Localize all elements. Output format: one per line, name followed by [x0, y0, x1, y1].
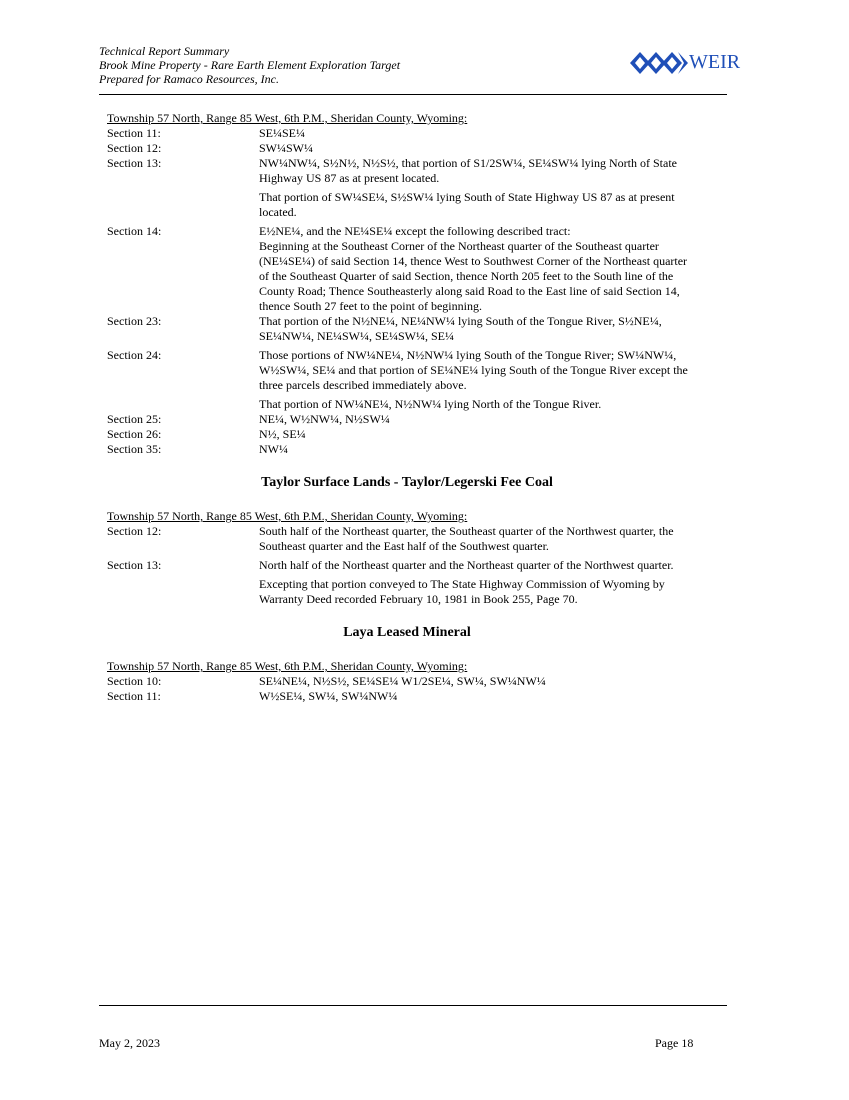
section-label: Section 26:: [107, 427, 162, 441]
section-desc: NW¼: [259, 442, 288, 456]
section-desc: Those portions of NW¼NE¼, N½NW¼ lying South of the Tongue River; SW¼NW¼, W½SW¼, SE¼ and that portion of SE¼NE¼ lying South of the Tongue River except the three parcels described immediately above.: [259, 348, 688, 392]
section-label: Section 12:: [107, 141, 162, 155]
section-desc: SE¼NE¼, N½S½, SE¼SE¼ W1/2SE¼, SW¼, SW¼NW¼: [259, 674, 546, 688]
section-label: Section 35:: [107, 442, 162, 456]
section-desc: W½SE¼, SW¼, SW¼NW¼: [259, 689, 398, 703]
section-desc: South half of the Northeast quarter, the Southeast quarter of the Northwest quarter, the Southeast quarter and the East half of the Southwest quarter.: [259, 524, 674, 553]
section-label: Section 14:: [107, 224, 162, 238]
section-label: Section 24:: [107, 348, 162, 362]
section-desc: North half of the Northeast quarter and the Northeast quarter of the Northwest quarter.: [259, 558, 674, 572]
section-desc: N½, SE¼: [259, 427, 306, 441]
section-row: [107, 427, 707, 442]
section-desc: E½NE¼, and the NE¼SE¼ except the following described tract:: [259, 224, 571, 238]
section-label: Section 10:: [107, 674, 162, 688]
document-body: [107, 111, 707, 704]
section-list-1: [107, 126, 707, 457]
section-row: [107, 190, 707, 220]
section-row: [107, 674, 707, 689]
section-desc: Beginning at the Southeast Corner of the Northeast quarter of the Southeast quarter (NE¼SE¼) of said Section 14, thence West to Southwest Corner of the Northeast quarter of the Southeast Quarter of said Section, thence North 205 feet to the South line of the County Road; Thence Southeasterly along said Road to the East line of said Section 14, thence South 27 feet to the point of beginning.: [259, 239, 688, 313]
township-line-3: Township 57 North, Range 85 West, 6th P.M., Sheridan County, Wyoming:: [107, 659, 468, 673]
section-label: Section 23:: [107, 314, 162, 328]
section-row: [107, 558, 707, 573]
section-desc: Excepting that portion conveyed to The State Highway Commission of Wyoming by Warranty Deed recorded February 10, 1981 in Book 255, Page 70.: [259, 577, 665, 606]
section-row: [107, 141, 707, 156]
section-desc: That portion of SW¼SE¼, S½SW¼ lying South of State Highway US 87 as at present located.: [259, 190, 675, 219]
header-divider: [99, 94, 727, 95]
section-row: [107, 524, 707, 554]
section-row: [107, 442, 707, 457]
section-heading-taylor: Taylor Surface Lands - Taylor/Legerski Fee Coal: [261, 475, 553, 490]
page-number: Page 18: [655, 1036, 694, 1050]
weir-logo: [628, 50, 753, 76]
section-label: [107, 190, 259, 220]
section-row: [107, 126, 707, 141]
section-label: [107, 577, 259, 607]
footer-divider: [99, 1005, 727, 1006]
section-desc: That portion of the N½NE¼, NE¼NW¼ lying South of the Tongue River, S½NE¼, SE¼NW¼, NE¼SW¼, SE¼SW¼, SE¼: [259, 314, 662, 343]
section-list-2: [107, 524, 707, 607]
section-desc: SW¼SW¼: [259, 141, 313, 155]
section-row: [107, 689, 707, 704]
section-heading-laya: Laya Leased Mineral: [343, 625, 471, 640]
section-label: Section 11:: [107, 689, 161, 703]
section-label: [107, 397, 259, 412]
township-line-1: Township 57 North, Range 85 West, 6th P.M., Sheridan County, Wyoming:: [107, 111, 468, 125]
weir-diamonds-icon: [628, 50, 690, 76]
section-desc: That portion of NW¼NE¼, N½NW¼ lying North of the Tongue River.: [259, 397, 602, 411]
footer-date: May 2, 2023: [99, 1036, 160, 1050]
section-label: [107, 239, 259, 314]
section-row: [107, 397, 707, 412]
section-row: [107, 239, 707, 314]
header-line-1: Technical Report Summary: [99, 44, 230, 58]
header-line-2: Brook Mine Property - Rare Earth Element Exploration Target: [99, 58, 401, 72]
section-desc: SE¼SE¼: [259, 126, 306, 140]
section-row: [107, 314, 707, 344]
section-row: [107, 348, 707, 393]
section-label: Section 12:: [107, 524, 162, 538]
section-label: Section 13:: [107, 558, 162, 572]
section-row: [107, 412, 707, 427]
section-label: Section 13:: [107, 156, 162, 170]
section-row: [107, 156, 707, 186]
header-line-3: Prepared for Ramaco Resources, Inc.: [99, 72, 279, 86]
section-label: Section 11:: [107, 126, 161, 140]
section-row: [107, 577, 707, 607]
section-row: [107, 224, 707, 239]
section-desc: NW¼NW¼, S½N½, N½S½, that portion of S1/2SW¼, SE¼SW¼ lying North of State Highway US 87 as at present located.: [259, 156, 677, 185]
section-desc: NE¼, W½NW¼, N½SW¼: [259, 412, 390, 426]
township-line-2: Township 57 North, Range 85 West, 6th P.M., Sheridan County, Wyoming:: [107, 509, 468, 523]
section-list-3: [107, 674, 707, 704]
section-label: Section 25:: [107, 412, 162, 426]
logo-text: WEIR: [689, 51, 741, 73]
